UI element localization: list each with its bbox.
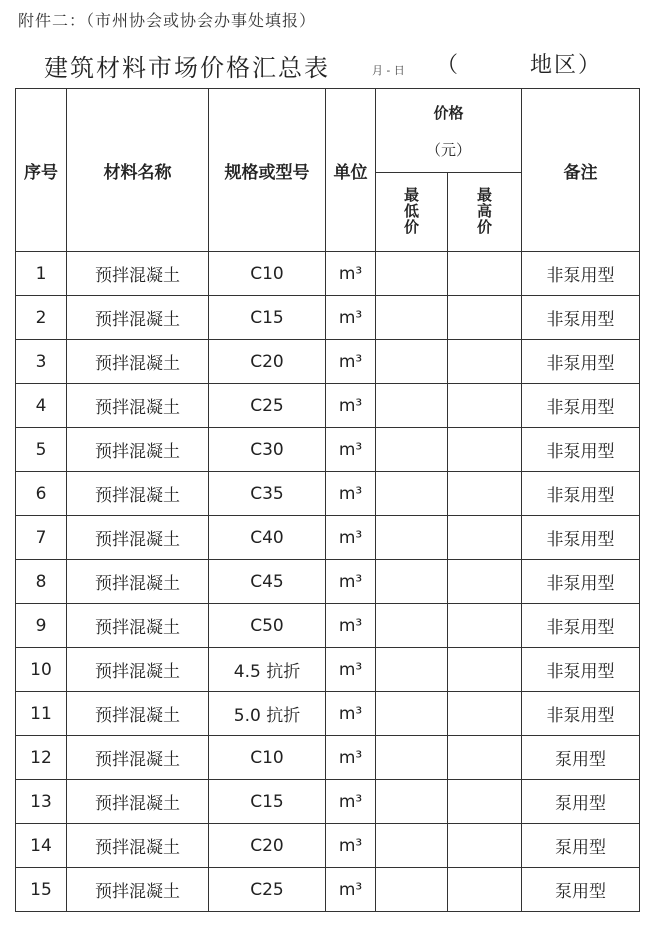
cell-seq: 2 — [16, 296, 67, 340]
table-row — [16, 604, 640, 648]
header-spec: 规格或型号 — [209, 89, 326, 252]
cell-spec: C50 — [209, 604, 326, 648]
cell-spec: 5.0 抗折 — [209, 692, 326, 736]
cell-remark: 非泵用型 — [522, 428, 640, 472]
header-material: 材料名称 — [67, 89, 209, 252]
cell-seq: 15 — [16, 868, 67, 912]
cell-remark: 非泵用型 — [522, 692, 640, 736]
table-row — [16, 384, 640, 428]
cell-seq: 9 — [16, 604, 67, 648]
cell-seq: 3 — [16, 340, 67, 384]
cell-spec: C10 — [209, 736, 326, 780]
cell-low-price — [376, 824, 448, 868]
table-row — [16, 296, 640, 340]
cell-seq: 1 — [16, 252, 67, 296]
cell-high-price — [448, 472, 522, 516]
table-row — [16, 736, 640, 780]
table-row — [16, 472, 640, 516]
cell-material: 预拌混凝土 — [67, 604, 209, 648]
header-high — [448, 173, 522, 252]
header-unit: 单位 — [326, 89, 376, 252]
cell-seq: 13 — [16, 780, 67, 824]
cell-material: 预拌混凝土 — [67, 736, 209, 780]
cell-unit: m³ — [326, 560, 376, 604]
cell-high-price — [448, 868, 522, 912]
cell-material: 预拌混凝土 — [67, 692, 209, 736]
cell-high-price — [448, 736, 522, 780]
table-row — [16, 252, 640, 296]
cell-high-price — [448, 384, 522, 428]
cell-material: 预拌混凝土 — [67, 824, 209, 868]
cell-low-price — [376, 428, 448, 472]
cell-spec: C15 — [209, 780, 326, 824]
cell-low-price — [376, 560, 448, 604]
cell-high-price — [448, 692, 522, 736]
cell-low-price — [376, 516, 448, 560]
cell-low-price — [376, 780, 448, 824]
cell-low-price — [376, 340, 448, 384]
page-title: 建筑材料市场价格汇总表 — [44, 54, 330, 82]
cell-material: 预拌混凝土 — [67, 516, 209, 560]
cell-unit: m³ — [326, 428, 376, 472]
cell-remark: 泵用型 — [522, 868, 640, 912]
cell-seq: 12 — [16, 736, 67, 780]
cell-unit: m³ — [326, 604, 376, 648]
cell-material: 预拌混凝土 — [67, 296, 209, 340]
cell-spec: C15 — [209, 296, 326, 340]
cell-spec: C10 — [209, 252, 326, 296]
attachment-label: 附件二：（市州协会或协会办事处填报） — [18, 11, 317, 30]
table-row — [16, 868, 640, 912]
cell-unit: m³ — [326, 780, 376, 824]
region-label: 地区） — [530, 53, 603, 78]
cell-low-price — [376, 252, 448, 296]
cell-spec: C45 — [209, 560, 326, 604]
header-low-label: 最低价 — [403, 186, 419, 236]
table-row — [16, 824, 640, 868]
cell-spec: C30 — [209, 428, 326, 472]
cell-low-price — [376, 472, 448, 516]
cell-unit: m³ — [326, 824, 376, 868]
cell-remark: 非泵用型 — [522, 560, 640, 604]
cell-low-price — [376, 384, 448, 428]
cell-unit: m³ — [326, 296, 376, 340]
cell-high-price — [448, 560, 522, 604]
cell-spec: C40 — [209, 516, 326, 560]
price-table — [15, 88, 640, 912]
region-paren: （ — [436, 53, 459, 78]
cell-seq: 8 — [16, 560, 67, 604]
cell-remark: 非泵用型 — [522, 384, 640, 428]
cell-high-price — [448, 296, 522, 340]
cell-remark: 非泵用型 — [522, 340, 640, 384]
cell-seq: 4 — [16, 384, 67, 428]
table-row — [16, 692, 640, 736]
table-row — [16, 648, 640, 692]
header-price-unit: （元） — [425, 140, 471, 159]
cell-material: 预拌混凝土 — [67, 428, 209, 472]
cell-unit: m³ — [326, 516, 376, 560]
cell-low-price — [376, 868, 448, 912]
cell-unit: m³ — [326, 648, 376, 692]
cell-remark: 非泵用型 — [522, 252, 640, 296]
cell-remark: 非泵用型 — [522, 296, 640, 340]
cell-spec: C20 — [209, 824, 326, 868]
cell-low-price — [376, 296, 448, 340]
cell-high-price — [448, 428, 522, 472]
cell-remark: 非泵用型 — [522, 648, 640, 692]
cell-low-price — [376, 648, 448, 692]
cell-high-price — [448, 648, 522, 692]
cell-unit: m³ — [326, 252, 376, 296]
cell-seq: 14 — [16, 824, 67, 868]
cell-unit: m³ — [326, 868, 376, 912]
cell-seq: 6 — [16, 472, 67, 516]
table-row — [16, 428, 640, 472]
cell-high-price — [448, 340, 522, 384]
header-remark: 备注 — [522, 89, 640, 252]
cell-seq: 7 — [16, 516, 67, 560]
cell-remark: 非泵用型 — [522, 604, 640, 648]
cell-high-price — [448, 604, 522, 648]
cell-remark: 泵用型 — [522, 736, 640, 780]
cell-seq: 11 — [16, 692, 67, 736]
cell-high-price — [448, 824, 522, 868]
cell-material: 预拌混凝土 — [67, 252, 209, 296]
title-row — [44, 48, 644, 84]
cell-low-price — [376, 736, 448, 780]
cell-remark: 泵用型 — [522, 824, 640, 868]
cell-unit: m³ — [326, 472, 376, 516]
cell-seq: 5 — [16, 428, 67, 472]
cell-high-price — [448, 780, 522, 824]
cell-high-price — [448, 252, 522, 296]
cell-spec: 4.5 抗折 — [209, 648, 326, 692]
cell-material: 预拌混凝土 — [67, 780, 209, 824]
header-high-label: 最高价 — [476, 186, 492, 236]
header-price-label: 价格 — [433, 103, 464, 122]
cell-material: 预拌混凝土 — [67, 868, 209, 912]
cell-remark: 泵用型 — [522, 780, 640, 824]
cell-material: 预拌混凝土 — [67, 472, 209, 516]
date-field: 月 - 日 — [372, 64, 405, 77]
cell-low-price — [376, 692, 448, 736]
cell-seq: 10 — [16, 648, 67, 692]
cell-unit: m³ — [326, 384, 376, 428]
table-row — [16, 340, 640, 384]
cell-material: 预拌混凝土 — [67, 340, 209, 384]
cell-spec: C25 — [209, 868, 326, 912]
header-price — [376, 89, 522, 173]
table-row — [16, 560, 640, 604]
cell-material: 预拌混凝土 — [67, 560, 209, 604]
header-seq: 序号 — [16, 89, 67, 252]
cell-spec: C20 — [209, 340, 326, 384]
cell-remark: 非泵用型 — [522, 472, 640, 516]
header-low — [376, 173, 448, 252]
cell-material: 预拌混凝土 — [67, 648, 209, 692]
cell-remark: 非泵用型 — [522, 516, 640, 560]
cell-low-price — [376, 604, 448, 648]
cell-unit: m³ — [326, 692, 376, 736]
table-row — [16, 516, 640, 560]
cell-high-price — [448, 516, 522, 560]
cell-spec: C25 — [209, 384, 326, 428]
cell-spec: C35 — [209, 472, 326, 516]
table-row — [16, 780, 640, 824]
table-body — [16, 252, 640, 912]
cell-unit: m³ — [326, 736, 376, 780]
cell-material: 预拌混凝土 — [67, 384, 209, 428]
cell-unit: m³ — [326, 340, 376, 384]
